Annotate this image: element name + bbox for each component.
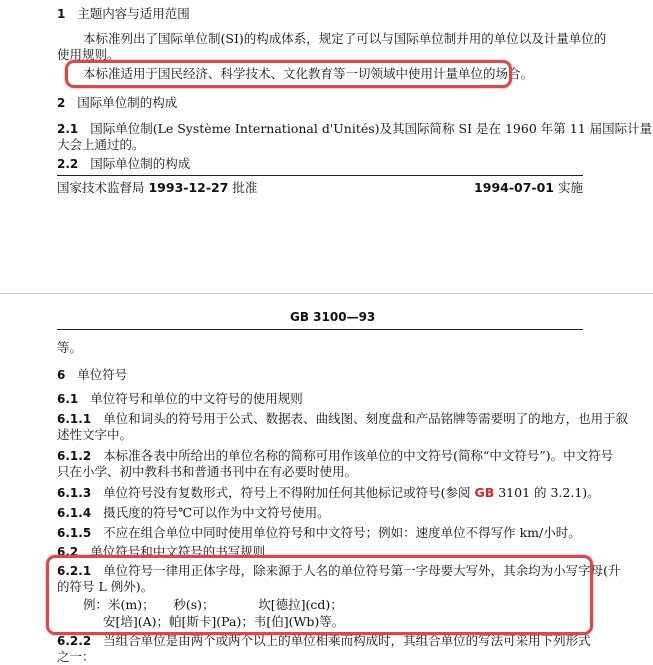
section-number: 1 — [57, 7, 66, 21]
paragraph-line — [57, 448, 613, 464]
section-title: 国际单位制的构成 — [77, 95, 178, 110]
paragraph-line — [57, 411, 628, 427]
clause-number: 6.2 — [57, 545, 79, 559]
clause-text: 摄氏度的符号℃可以作为中文符号使用。 — [103, 505, 330, 520]
approval-note — [57, 180, 257, 196]
effective-note — [474, 180, 583, 196]
page-header: GB 3100—93 — [290, 310, 376, 324]
section-title: 主题内容与适用范围 — [77, 6, 190, 21]
standard-link[interactable]: GB — [474, 485, 495, 500]
clause-text: 国际单位制(Le Système International d'Unités)及其国际简称 SI 是在 1960 年第 11 届国际计量 — [90, 121, 653, 136]
clause-text: 3101 的 3.2.1)。 — [494, 485, 600, 500]
document-page-1 — [0, 0, 653, 208]
clause-number: 6.1.3 — [57, 486, 92, 500]
page-gap — [0, 208, 653, 294]
clause-heading — [57, 391, 303, 407]
clause-number: 2.2 — [57, 157, 79, 171]
paragraph-line: 使用规则。 — [57, 47, 120, 62]
paragraph-line — [57, 633, 591, 649]
paragraph-line: 的符号 L 例外)。 — [57, 579, 154, 594]
clause-text: 当组合单位是由两个或两个以上的单位相乘而构成时，其组合单位的写法可采用下列形式 — [103, 633, 591, 648]
paragraph-line: 等。 — [57, 340, 83, 355]
example-line: 例：米(m)； 秒(s)； 坎[德拉](cd)； — [83, 597, 343, 612]
clause-text: 国际单位制的构成 — [90, 156, 191, 171]
approval-suffix: 批准 — [228, 180, 258, 195]
clause-text: 本标准各表中所给出的单位名称的简称可用作该单位的中文符号(简称“中文符号”)。中文符号 — [103, 448, 614, 463]
header-rule — [57, 329, 583, 330]
paragraph-line — [57, 505, 330, 521]
approval-date: 1993-12-27 — [148, 180, 229, 195]
clause-text: 不应在组合单位中同时使用单位符号和中文符号；例如：速度单位不得写作 km/小时。 — [103, 525, 581, 540]
section-number: 6 — [57, 368, 66, 382]
clause-number: 6.2.2 — [57, 634, 92, 648]
section-6-heading — [57, 367, 127, 383]
effective-date: 1994-07-01 — [474, 180, 555, 195]
clause-number: 6.1.2 — [57, 449, 92, 463]
clause-text: 单位符号和中文符号的书写规则 — [90, 544, 266, 559]
approval-label: 国家技术监督局 — [57, 180, 149, 195]
effective-suffix: 实施 — [554, 180, 583, 195]
paragraph-line — [57, 156, 190, 172]
clause-number: 6.1.1 — [57, 412, 92, 426]
paragraph-line: 本标准列出了国际单位制(SI)的构成体系，规定了可以与国际单位制并用的单位以及计量单位的 — [83, 31, 607, 46]
clause-number: 6.1.4 — [57, 506, 92, 520]
section-2-heading — [57, 95, 177, 111]
clause-text: 单位符号和单位的中文符号的使用规则 — [90, 391, 303, 406]
section-number: 2 — [57, 96, 66, 110]
highlight-box — [65, 60, 512, 88]
section-title: 单位符号 — [77, 367, 128, 382]
clause-number: 2.1 — [57, 122, 79, 136]
highlight-box — [46, 555, 593, 635]
footer-rule — [57, 175, 583, 176]
clause-number: 6.1 — [57, 392, 79, 406]
paragraph-line — [57, 121, 652, 137]
clause-number: 6.1.5 — [57, 526, 92, 540]
clause-text: 单位符号没有复数形式，符号上不得附加任何其他标记或符号(参阅 — [103, 485, 475, 500]
paragraph-line: 本标准适用于国民经济、科学技术、文化教育等一切领域中使用计量单位的场合。 — [83, 66, 534, 81]
clause-text: 单位符号一律用正体字母，除来源于人名的单位符号第一字母要大写外，其余均为小写字母(升 — [103, 563, 621, 578]
paragraph-line: 只在小学、初中教科书和普通书刊中在有必要时使用。 — [57, 464, 358, 479]
clause-number: 6.2.1 — [57, 564, 92, 578]
section-1-heading — [57, 6, 190, 22]
paragraph-line: 述性文字中。 — [57, 427, 133, 442]
example-line: 安[培](A)；帕[斯卡](Pa)；韦[伯](Wb)等。 — [103, 614, 345, 629]
paragraph-line: 大会上通过的。 — [57, 137, 145, 152]
paragraph-line — [57, 485, 600, 501]
paragraph-line — [57, 525, 581, 541]
paragraph-line: 之一： — [57, 649, 95, 664]
clause-text: 单位和词头的符号用于公式、数据表、曲线图、刻度盘和产品铭牌等需要明了的地方，也用于叙 — [103, 411, 629, 426]
